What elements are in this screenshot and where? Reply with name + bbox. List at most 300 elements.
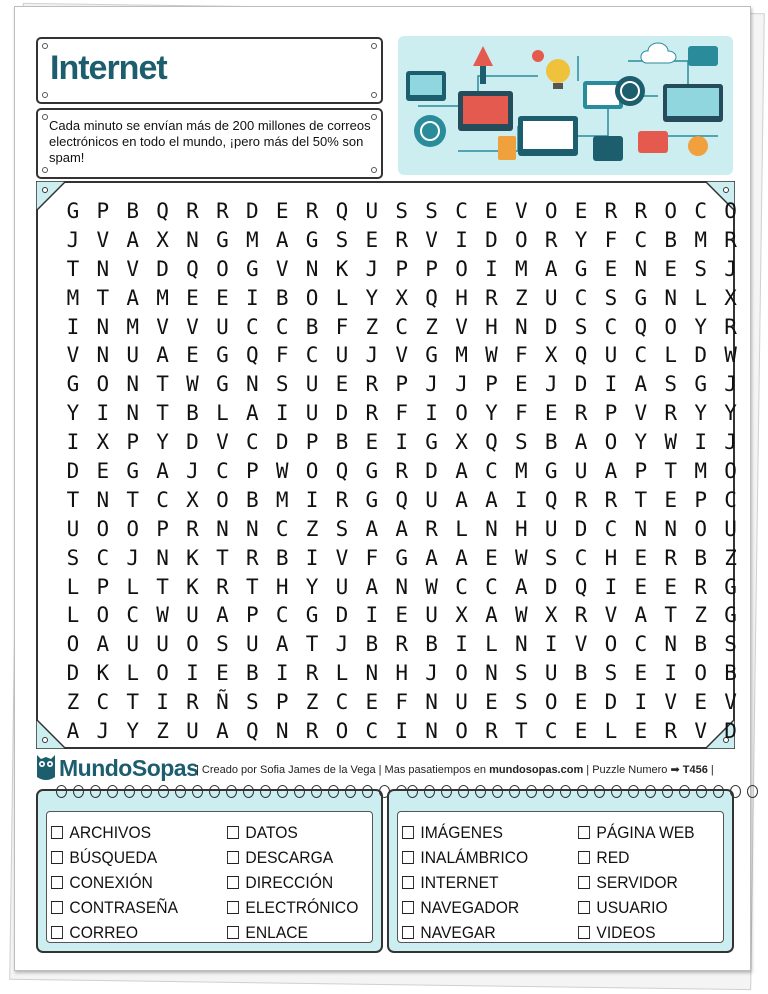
grid-letter[interactable]: P [604,401,618,426]
grid-letter[interactable]: C [395,314,409,339]
grid-letter[interactable]: G [305,603,319,628]
word-item[interactable] [227,895,358,920]
grid-letter[interactable]: C [574,545,588,570]
grid-letter[interactable]: A [455,545,468,570]
grid-letter[interactable]: N [395,574,409,599]
checkbox-icon[interactable] [402,851,414,864]
grid-letter[interactable]: J [425,661,438,686]
grid-letter[interactable]: V [455,314,468,339]
grid-letter[interactable]: V [664,690,678,715]
grid-letter[interactable]: R [365,372,379,397]
grid-letter[interactable]: N [305,256,319,281]
grid-letter[interactable]: L [455,516,468,541]
grid-letter[interactable]: R [305,719,319,744]
grid-letter[interactable]: O [544,199,558,223]
grid-letter[interactable]: D [574,372,588,397]
grid-letter[interactable]: D [694,343,707,368]
grid-letter[interactable]: O [664,199,678,223]
grid-letter[interactable]: C [455,199,468,223]
grid-letter[interactable]: R [694,574,707,599]
grid-letter[interactable]: D [724,719,737,744]
grid-letter[interactable]: A [126,227,140,252]
grid-letter[interactable]: T [156,372,169,397]
grid-letter[interactable]: A [514,574,528,599]
checkbox-icon[interactable] [51,926,63,939]
grid-letter[interactable]: A [245,401,259,426]
grid-letter[interactable]: G [425,430,438,455]
grid-letter[interactable]: E [485,545,498,570]
checkbox-icon[interactable] [578,876,590,889]
grid-letter[interactable]: V [514,199,528,223]
grid-letter[interactable]: J [724,430,737,455]
grid-letter[interactable]: N [425,690,438,715]
grid-letter[interactable]: N [96,314,110,339]
grid-letter[interactable]: D [156,256,169,281]
grid-letter[interactable]: W [514,603,528,628]
grid-letter[interactable]: E [634,574,648,599]
grid-letter[interactable]: O [305,459,319,484]
grid-letter[interactable]: R [485,285,498,310]
grid-letter[interactable]: Q [335,459,349,484]
grid-letter[interactable]: E [365,227,379,252]
grid-letter[interactable]: O [514,227,528,252]
grid-letter[interactable]: I [66,314,80,339]
grid-letter[interactable]: I [395,719,409,744]
grid-letter[interactable]: W [425,574,438,599]
grid-letter[interactable]: C [574,285,588,310]
grid-letter[interactable]: N [664,632,678,657]
grid-letter[interactable]: O [694,661,707,686]
grid-letter[interactable]: V [694,719,707,744]
grid-letter[interactable]: L [335,661,349,686]
grid-letter[interactable]: J [66,227,80,252]
grid-letter[interactable]: Y [724,401,737,426]
grid-letter[interactable]: U [335,343,349,368]
grid-letter[interactable]: P [126,430,140,455]
grid-letter[interactable]: V [634,401,648,426]
grid-letter[interactable]: C [335,690,349,715]
checkbox-icon[interactable] [51,901,63,914]
grid-letter[interactable]: B [574,661,588,686]
grid-letter[interactable]: L [126,661,140,686]
grid-letter[interactable]: E [365,430,379,455]
grid-letter[interactable]: C [634,632,648,657]
grid-letter[interactable]: U [574,459,588,484]
grid-letter[interactable]: N [96,343,110,368]
grid-letter[interactable]: O [66,632,80,657]
grid-letter[interactable]: G [216,343,229,368]
grid-letter[interactable]: O [305,285,319,310]
grid-letter[interactable]: V [724,690,737,715]
grid-letter[interactable]: I [604,372,618,397]
grid-letter[interactable]: G [425,343,438,368]
grid-letter[interactable]: U [305,372,319,397]
grid-letter[interactable]: A [365,516,379,541]
grid-letter[interactable]: G [724,574,737,599]
grid-letter[interactable]: P [275,690,289,715]
word-item[interactable] [227,820,358,845]
grid-letter[interactable]: D [425,459,438,484]
grid-letter[interactable]: J [425,372,438,397]
grid-letter[interactable]: U [544,285,558,310]
grid-letter[interactable]: E [634,545,648,570]
grid-letter[interactable]: V [216,430,229,455]
grid-letter[interactable]: D [485,227,498,252]
word-item[interactable] [51,920,178,945]
grid-letter[interactable]: E [216,661,229,686]
grid-letter[interactable]: X [544,343,558,368]
grid-letter[interactable]: Y [305,574,319,599]
grid-letter[interactable]: V [66,343,80,368]
grid-letter[interactable]: B [186,401,199,426]
grid-letter[interactable]: R [664,719,678,744]
grid-letter[interactable]: O [216,256,229,281]
checkbox-icon[interactable] [51,826,63,839]
grid-letter[interactable]: B [694,545,707,570]
checkbox-icon[interactable] [402,901,414,914]
grid-letter[interactable]: P [245,459,259,484]
grid-letter[interactable]: P [245,603,259,628]
grid-letter[interactable]: E [186,285,199,310]
grid-letter[interactable]: I [275,401,289,426]
grid-letter[interactable]: G [216,372,229,397]
grid-letter[interactable]: U [455,690,468,715]
word-item[interactable] [578,870,695,895]
grid-letter[interactable]: M [455,343,468,368]
grid-letter[interactable]: N [126,401,140,426]
grid-letter[interactable]: N [156,545,169,570]
grid-letter[interactable]: G [305,227,319,252]
grid-letter[interactable]: Z [365,314,379,339]
grid-letter[interactable]: I [514,487,528,512]
grid-letter[interactable]: Q [544,487,558,512]
grid-letter[interactable]: Y [365,285,379,310]
grid-letter[interactable]: M [66,285,80,310]
grid-letter[interactable]: N [514,314,528,339]
grid-letter[interactable]: D [66,459,80,484]
grid-letter[interactable]: K [335,256,349,281]
grid-letter[interactable]: C [156,487,169,512]
grid-letter[interactable]: N [664,516,678,541]
grid-letter[interactable]: P [485,372,498,397]
grid-letter[interactable]: F [365,545,379,570]
grid-letter[interactable]: P [395,256,409,281]
grid-letter[interactable]: Z [514,285,528,310]
word-item[interactable] [51,870,178,895]
grid-letter[interactable]: U [186,603,199,628]
word-item[interactable] [227,920,358,945]
grid-letter[interactable]: Y [694,314,707,339]
grid-letter[interactable]: I [694,430,707,455]
grid-letter[interactable]: S [724,632,737,657]
grid-letter[interactable]: L [694,285,707,310]
grid-letter[interactable]: C [96,690,110,715]
grid-letter[interactable]: S [514,690,528,715]
grid-letter[interactable]: D [186,430,199,455]
grid-letter[interactable]: U [544,661,558,686]
grid-letter[interactable]: I [604,574,618,599]
grid-letter[interactable]: N [485,661,498,686]
grid-letter[interactable]: X [96,430,110,455]
grid-letter[interactable]: R [305,199,319,223]
grid-letter[interactable]: Q [425,285,438,310]
grid-letter[interactable]: E [395,603,409,628]
grid-letter[interactable]: Ñ [216,690,229,715]
grid-letter[interactable]: J [724,256,737,281]
grid-letter[interactable]: K [186,545,199,570]
grid-letter[interactable]: F [335,314,349,339]
grid-letter[interactable]: B [425,632,438,657]
grid-letter[interactable]: V [335,545,349,570]
grid-letter[interactable]: T [664,603,678,628]
grid-letter[interactable]: P [156,516,169,541]
grid-letter[interactable]: G [694,372,707,397]
grid-letter[interactable]: R [395,459,409,484]
grid-letter[interactable]: P [395,372,409,397]
grid-letter[interactable]: Z [305,690,319,715]
grid-letter[interactable]: A [275,227,289,252]
grid-letter[interactable]: E [216,285,229,310]
word-item[interactable] [402,845,528,870]
grid-letter[interactable]: Z [724,545,737,570]
grid-letter[interactable]: W [275,459,289,484]
grid-letter[interactable]: J [126,545,140,570]
grid-letter[interactable]: L [664,343,678,368]
grid-letter[interactable]: O [186,632,199,657]
grid-letter[interactable]: Q [186,256,199,281]
grid-letter[interactable]: S [425,199,438,223]
grid-letter[interactable]: D [544,574,558,599]
grid-letter[interactable]: F [395,690,409,715]
word-item[interactable] [51,820,178,845]
grid-letter[interactable]: O [664,314,678,339]
grid-letter[interactable]: D [544,314,558,339]
grid-letter[interactable]: C [365,719,379,744]
grid-letter[interactable]: E [96,459,110,484]
word-item[interactable] [51,895,178,920]
checkbox-icon[interactable] [578,851,590,864]
grid-letter[interactable]: A [634,372,648,397]
checkbox-icon[interactable] [227,851,239,864]
grid-letter[interactable]: F [275,343,289,368]
grid-letter[interactable]: C [485,574,498,599]
grid-letter[interactable]: S [335,516,349,541]
grid-letter[interactable]: L [485,632,498,657]
grid-letter[interactable]: S [514,430,528,455]
grid-letter[interactable]: E [694,690,707,715]
grid-letter[interactable]: X [186,487,199,512]
grid-letter[interactable]: A [604,459,618,484]
grid-letter[interactable]: D [335,401,349,426]
grid-letter[interactable]: Q [485,430,498,455]
word-item[interactable] [402,895,528,920]
grid-letter[interactable]: Q [574,343,588,368]
grid-letter[interactable]: I [425,401,438,426]
grid-letter[interactable]: A [156,343,169,368]
grid-letter[interactable]: B [724,661,737,686]
grid-letter[interactable]: G [544,459,558,484]
grid-letter[interactable]: R [574,487,588,512]
grid-letter[interactable]: R [664,401,678,426]
word-item[interactable] [227,870,358,895]
grid-letter[interactable]: A [544,256,558,281]
site-link[interactable]: mundosopas.com [489,764,584,776]
grid-letter[interactable]: H [604,545,618,570]
grid-letter[interactable]: O [455,256,468,281]
grid-letter[interactable]: I [664,661,678,686]
grid-letter[interactable]: O [724,459,737,484]
grid-letter[interactable]: E [485,690,498,715]
grid-letter[interactable]: E [514,372,528,397]
grid-letter[interactable]: D [574,516,588,541]
grid-letter[interactable]: R [305,661,319,686]
grid-letter[interactable]: P [305,430,319,455]
grid-letter[interactable]: A [634,603,648,628]
grid-letter[interactable]: Q [335,199,349,223]
grid-letter[interactable]: W [514,545,528,570]
grid-letter[interactable]: G [216,227,229,252]
grid-letter[interactable]: N [634,516,648,541]
grid-letter[interactable]: C [724,487,737,512]
grid-letter[interactable]: C [694,199,707,223]
grid-letter[interactable]: R [335,487,349,512]
checkbox-icon[interactable] [578,826,590,839]
grid-letter[interactable]: U [425,603,438,628]
grid-letter[interactable]: B [245,661,259,686]
grid-letter[interactable]: J [455,372,468,397]
word-item[interactable] [402,870,528,895]
grid-letter[interactable]: S [245,690,259,715]
grid-letter[interactable]: E [186,343,199,368]
grid-letter[interactable]: C [455,574,468,599]
grid-letter[interactable]: O [335,719,349,744]
word-item[interactable] [578,920,695,945]
grid-letter[interactable]: B [275,545,289,570]
grid-letter[interactable]: A [66,719,80,744]
grid-letter[interactable]: S [604,661,618,686]
grid-letter[interactable]: T [514,719,528,744]
grid-letter[interactable]: R [216,199,229,223]
grid-letter[interactable]: M [126,314,140,339]
grid-letter[interactable]: Q [245,343,259,368]
grid-letter[interactable]: G [365,459,379,484]
grid-letter[interactable]: U [365,199,379,223]
grid-letter[interactable]: L [66,574,80,599]
grid-letter[interactable]: R [425,516,438,541]
grid-letter[interactable]: B [245,487,259,512]
grid-letter[interactable]: Z [425,314,438,339]
grid-letter[interactable]: N [216,516,229,541]
grid-letter[interactable]: R [604,487,618,512]
grid-letter[interactable]: L [126,574,140,599]
grid-letter[interactable]: A [455,459,468,484]
checkbox-icon[interactable] [578,926,590,939]
grid-letter[interactable]: T [245,574,259,599]
grid-letter[interactable]: N [365,661,379,686]
checkbox-icon[interactable] [402,826,414,839]
grid-letter[interactable]: V [604,603,618,628]
grid-letter[interactable]: S [275,372,289,397]
grid-letter[interactable]: Q [156,199,169,223]
grid-letter[interactable]: R [544,227,558,252]
grid-letter[interactable]: I [544,632,558,657]
grid-letter[interactable]: E [634,719,648,744]
grid-letter[interactable]: E [634,661,648,686]
grid-letter[interactable]: T [96,285,110,310]
grid-letter[interactable]: A [365,574,379,599]
grid-letter[interactable]: I [395,430,409,455]
grid-letter[interactable]: T [156,574,169,599]
grid-letter[interactable]: V [96,227,110,252]
grid-letter[interactable]: B [365,632,379,657]
grid-letter[interactable]: O [604,430,618,455]
grid-letter[interactable]: O [694,516,707,541]
grid-letter[interactable]: V [574,632,588,657]
grid-letter[interactable]: X [455,430,468,455]
grid-letter[interactable]: F [395,401,409,426]
grid-letter[interactable]: I [275,661,289,686]
checkbox-icon[interactable] [227,826,239,839]
grid-letter[interactable]: N [425,719,438,744]
grid-letter[interactable]: V [156,314,169,339]
grid-letter[interactable]: N [275,719,289,744]
checkbox-icon[interactable] [578,901,590,914]
grid-letter[interactable]: C [634,227,648,252]
grid-letter[interactable]: U [245,632,259,657]
grid-letter[interactable]: C [275,516,289,541]
grid-letter[interactable]: G [634,285,648,310]
grid-letter[interactable]: A [275,632,289,657]
grid-letter[interactable]: A [455,487,468,512]
grid-letter[interactable]: O [455,719,468,744]
grid-letter[interactable]: R [216,574,229,599]
grid-letter[interactable]: C [604,516,618,541]
grid-letter[interactable]: L [604,719,618,744]
grid-letter[interactable]: S [544,545,558,570]
grid-letter[interactable]: X [395,285,409,310]
grid-letter[interactable]: K [96,661,110,686]
word-item[interactable] [402,820,528,845]
grid-letter[interactable]: R [485,719,498,744]
grid-letter[interactable]: E [574,199,588,223]
grid-letter[interactable]: R [604,199,618,223]
grid-letter[interactable]: H [485,314,498,339]
grid-letter[interactable]: V [186,314,199,339]
grid-letter[interactable]: I [156,690,169,715]
grid-letter[interactable]: R [664,545,678,570]
grid-letter[interactable]: T [634,487,648,512]
grid-letter[interactable]: R [395,632,409,657]
grid-letter[interactable]: Z [66,690,80,715]
grid-letter[interactable]: L [66,603,80,628]
grid-letter[interactable]: J [365,343,379,368]
grid-letter[interactable]: I [305,487,319,512]
grid-letter[interactable]: Q [395,487,409,512]
checkbox-icon[interactable] [402,926,414,939]
grid-letter[interactable]: C [544,719,558,744]
grid-letter[interactable]: A [395,516,409,541]
grid-letter[interactable]: K [186,574,199,599]
grid-letter[interactable]: U [186,719,199,744]
grid-letter[interactable]: M [514,256,528,281]
grid-letter[interactable]: E [664,256,678,281]
grid-letter[interactable]: G [126,459,140,484]
word-item[interactable] [578,845,695,870]
grid-letter[interactable]: T [66,487,80,512]
grid-letter[interactable]: U [156,632,169,657]
grid-letter[interactable]: T [664,459,678,484]
grid-letter[interactable]: J [365,256,379,281]
